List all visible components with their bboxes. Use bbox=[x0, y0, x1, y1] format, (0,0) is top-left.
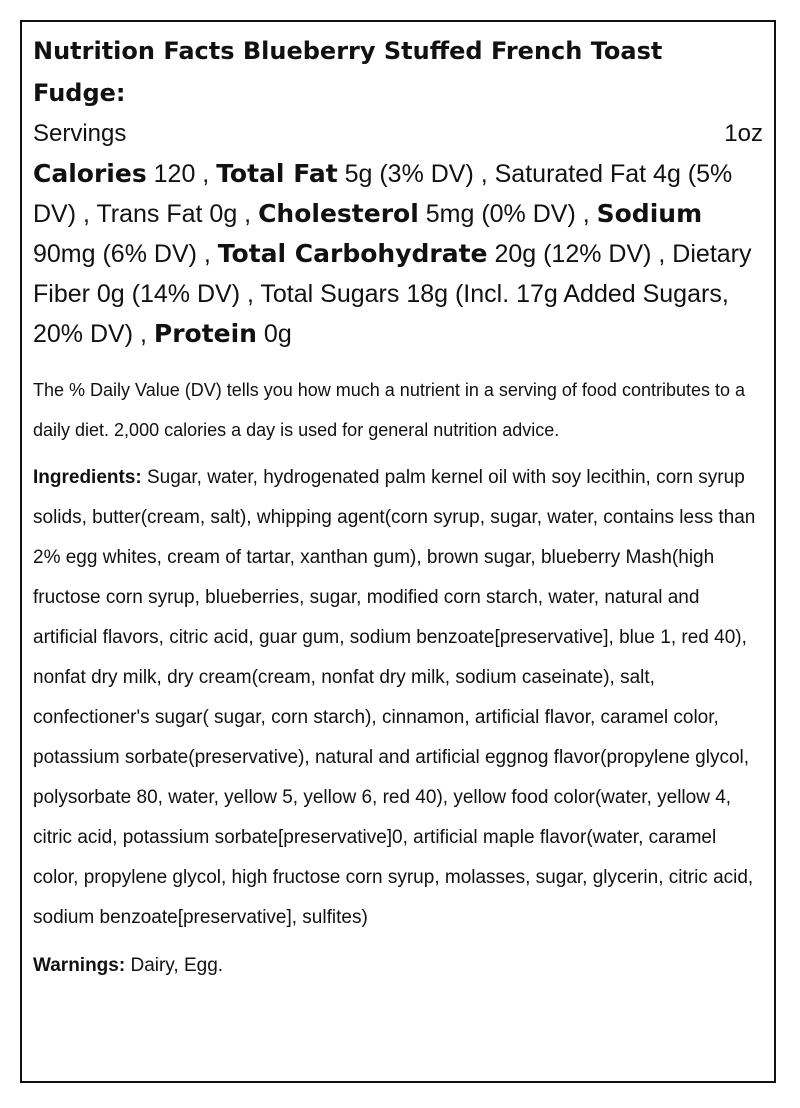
ingredients-text: Sugar, water, hydrogenated palm kernel oil with soy lecithin, corn syrup solids, butter(cream, salt), whipping agent(corn syrup, sugar, water, contains less than 2% egg whites, cream of tartar, xanthan gum), brown sugar, blueberry Mash(high fructose corn syrup, blueberries, sugar, modified corn starch, water, natural and artificial flavors, citric acid, guar gum, sodium benzoate[preservative], blue 1, red 40), nonfat dry milk, dry cream(cream, nonfat dry milk, sodium caseinate), salt, confectioner's sugar( sugar, corn starch), cinnamon, artificial flavor, caramel color, potassium sorbate(preservative), natural and artificial eggnog flavor(propylene glycol, polysorbate 80, water, yellow 5, yellow 6, red 40), yellow food color(water, yellow 4, citric acid, potassium sorbate[preservative]0, artificial maple flavor(water, caramel color, propylene glycol, high fructose corn syrup, molasses, sugar, glycerin, citric acid, sodium benzoate[preservative], sulfites) bbox=[33, 467, 756, 928]
ingredients-label: Ingredients: bbox=[33, 467, 142, 488]
nutrients-paragraph bbox=[33, 154, 763, 354]
sodium-value: 90mg (6% DV) , bbox=[33, 240, 218, 268]
total-fat-value: 5g (3% DV) , Saturated Fat 4g (5% DV) , Trans Fat 0g , bbox=[33, 160, 733, 228]
servings-label: Servings bbox=[33, 120, 127, 147]
sodium-label: Sodium bbox=[596, 199, 703, 228]
ingredients-paragraph bbox=[33, 458, 763, 938]
total-fat-label: Total Fat bbox=[216, 159, 338, 188]
total-carbohydrate-value: 20g (12% DV) , Dietary Fiber 0g (14% DV) , Total Sugars 18g (Incl. 17g Added Sugars, 20% DV) , bbox=[33, 240, 752, 348]
protein-label: Protein bbox=[153, 319, 257, 348]
calories-value: 120 , bbox=[146, 160, 217, 188]
cholesterol-label: Cholesterol bbox=[258, 199, 419, 228]
protein-value: 0g bbox=[256, 320, 292, 348]
total-carbohydrate-label: Total Carbohydrate bbox=[217, 239, 488, 268]
label-title: Nutrition Facts Blueberry Stuffed French Toast Fudge: bbox=[33, 37, 663, 107]
servings-value: 1oz bbox=[724, 120, 763, 147]
nutrition-label bbox=[20, 20, 776, 1083]
warnings-text: Dairy, Egg. bbox=[125, 955, 224, 976]
warnings-label: Warnings: bbox=[33, 955, 126, 976]
daily-value-note: The % Daily Value (DV) tells you how much a nutrient in a serving of food contributes to a daily diet. 2,000 calories a day is used for general nutrition advice. bbox=[33, 380, 746, 440]
servings-row bbox=[33, 114, 763, 154]
warnings-paragraph bbox=[33, 946, 763, 986]
calories-label: Calories bbox=[33, 159, 147, 188]
cholesterol-value: 5mg (0% DV) , bbox=[418, 200, 597, 228]
